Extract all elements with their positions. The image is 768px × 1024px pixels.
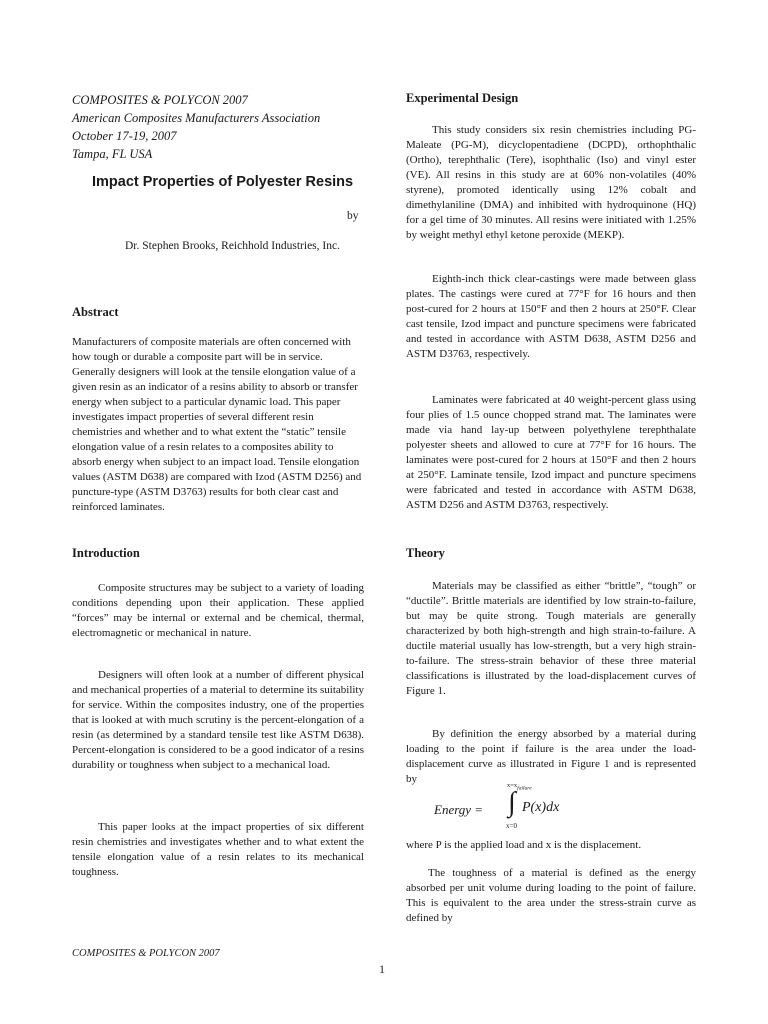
conference-name: COMPOSITES & POLYCON 2007 (72, 93, 248, 107)
paper-title: Impact Properties of Polyester Resins (92, 174, 354, 190)
theory-heading: Theory (406, 546, 445, 560)
conference-dates: October 17-19, 2007 (72, 129, 177, 143)
integral-upper-subscript: failure (517, 785, 532, 792)
integral-sign-icon: ∫ (508, 787, 516, 818)
theory-paragraph-2: By definition the energy absorbed by a material during loading to the point if failure is the area under the load-displacement curve as illustrated in Figure 1 and is represented by (406, 728, 696, 785)
page-footer: COMPOSITES & POLYCON 2007 (72, 948, 220, 959)
conference-location: Tampa, FL USA (72, 147, 153, 161)
theory-paragraph-4: The toughness of a material is defined as the energy absorbed per unit volume during loading to the point of failure. This is equivalent to the area under the stress-strain curve as defined by (406, 867, 696, 924)
experimental-paragraph-1: This study considers six resin chemistries including PG-Maleate (PG-M), dicyclopentadiene (DCPD), orthophthalic (Ortho), terephthalic (Tere), isophthalic (Iso) and vinyl ester (VE). All resins in this study are at 60% non-volatiles (40% styrene), promoted identically using 12% cobalt and dimethylaniline (DMA) and inhibited with hydroquinone (HQ) for a gel time of 30 minutes. All resins were initiated with 1.25% by weight methyl ethyl ketone peroxide (MEKP). (406, 124, 696, 241)
integral-lower-limit: x=0 (506, 822, 517, 830)
experimental-paragraph-2: Eighth-inch thick clear-castings were made between glass plates. The castings were cured at 77°F for 16 hours and then post-cured for 2 hours at 150°F and then 2 hours at 250°F. Clear cast tensile, Izod impact and puncture specimens were fabricated and tested in accordance with ASTM D638, ASTM D256 and ASTM D3763, respectively. (406, 273, 696, 360)
page-number: 1 (379, 962, 385, 976)
introduction-paragraph-2: Designers will often look at a number of different physical and mechanical properties of a material to determine its suitability for service. Within the composites industry, one of the properties that is looked at with much scrutiny is the percent-elongation of a resin (as determined by a standard tensile test like ASTM D638). Percent-elongation is considered to be a good indicator of a resins durability or toughness when subject to a mechanical load. (72, 669, 364, 771)
equation-lhs: Energy = (434, 802, 484, 817)
experimental-design-heading: Experimental Design (406, 91, 519, 105)
abstract-text: Manufacturers of composite materials are often concerned with how tough or durable a composite part will be in service. Generally designers will look at the tensile elongation value of a given resin as an indicator of a resins ability to absorb or transfer energy when subject to a particular dynamic load. This paper investigates impact properties of several different resin chemistries and whether and to what extent the “static” tensile elongation value of a resin relates to a composites ability to absorb energy when subject to an impact load. Tensile elongation values (ASTM D638) are compared with Izod (ASTM D256) and puncture-type (ASTM D3763) results for both clear cast and reinforced laminates. (72, 336, 362, 513)
integral-upper-limit: $x=x_{failure}$ (507, 782, 532, 792)
conference-info (72, 91, 320, 163)
abstract-heading: Abstract (72, 305, 119, 319)
conference-organizer: American Composites Manufacturers Association (72, 111, 321, 125)
introduction-heading: Introduction (72, 546, 140, 560)
introduction-paragraph-1: Composite structures may be subject to a variety of loading conditions depending upon their application. These applied “forces” may be internal or external and be chemical, thermal, electromagnetic or mechanical in nature. (72, 582, 364, 639)
theory-paragraph-1: Materials may be classified as either “brittle”, “tough” or “ductile”. Brittle materials are identified by low strain-to-failure, but may be quite strong. Tough materials are generally characterized by both high-strength and high strain-to-failure. A ductile material usually has low-strength, but a very high strain-to-failure. The stress-strain behavior of these three material classifications is illustrated by the load-displacement curves of Figure 1. (406, 580, 696, 697)
by-label: by (347, 210, 359, 222)
energy-equation (434, 782, 614, 836)
equation-integrand: P(x)dx (522, 800, 560, 815)
experimental-paragraph-3: Laminates were fabricated at 40 weight-percent glass using four plies of 1.5 ounce chopped strand mat. The laminates were made via hand lay-up between polyethylene terephthalate polyester sheets and allowed to cure at 77°F for 16 hours. The laminates were post-cured for 2 hours at 150°F and then 2 hours at 250°F. Laminate tensile, Izod impact and puncture specimens were fabricated and tested in accordance with ASTM D638, ASTM D256 and ASTM D3763, respectively. (406, 394, 696, 511)
author-line: Dr. Stephen Brooks, Reichhold Industries, Inc. (125, 240, 340, 252)
theory-paragraph-3: where P is the applied load and x is the displacement. (406, 839, 642, 851)
introduction-paragraph-3: This paper looks at the impact properties of six different resin chemistries and investigates whether and to what extent the tensile elongation value of a resin relates to its mechanical toughness. (72, 821, 364, 878)
